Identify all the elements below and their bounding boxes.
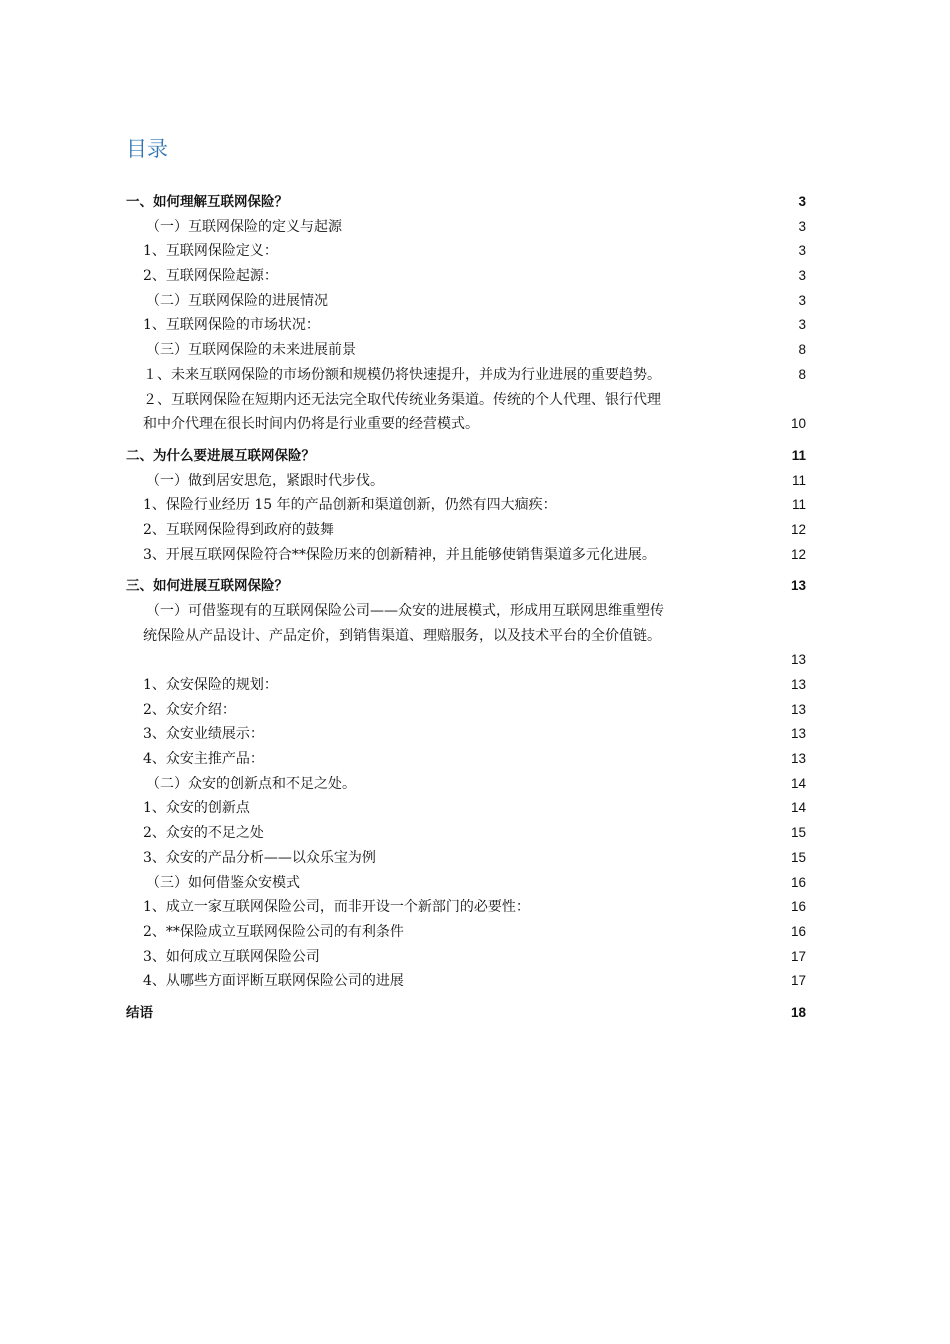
toc-entry-text: 4、从哪些方面评断互联网保险公司的进展 [143,973,404,990]
toc-entry[interactable] [126,574,806,599]
toc-entry[interactable] [126,772,806,797]
toc-entry[interactable] [126,289,806,314]
toc-entry-text: 3、众安业绩展示： [143,726,264,743]
toc-entry-text: 1、众安的创新点 [143,800,250,817]
toc-entry[interactable] [126,747,806,772]
toc-page-number: 13 [790,751,806,767]
toc-page-number: 17 [790,948,806,964]
toc-entry[interactable] [126,871,806,896]
toc-page-number: 13 [790,701,806,717]
toc-entry[interactable] [126,239,806,264]
toc-page-number: 16 [790,923,806,939]
toc-entry[interactable] [126,969,806,994]
toc-page-number: 3 [798,292,806,308]
toc-page-number: 13 [790,726,806,742]
toc-entry[interactable] [126,363,806,388]
toc-entry-text: 1、保险行业经历 15 年的产品创新和渠道创新，仍然有四大痼疾： [143,497,557,514]
toc-entry-text: （三）互联网保险的未来进展前景 [146,342,356,359]
toc-entry[interactable] [126,895,806,920]
toc-entry-multiline[interactable] [126,388,806,437]
toc-entry-text: （三）如何借鉴众安模式 [146,874,300,891]
toc-entry[interactable] [126,493,806,518]
toc-entry[interactable] [126,190,806,215]
toc-entry[interactable] [126,673,806,698]
toc-page-number: 15 [790,849,806,865]
toc-page-number: 11 [791,472,806,488]
toc-entry-text: （二）互联网保险的进展情况 [146,292,328,309]
toc-page-number: 3 [798,218,806,234]
toc-page-number: 14 [790,800,806,816]
toc-page-number: 3 [798,268,806,284]
toc-entry[interactable] [126,1001,806,1026]
toc-entry-text: 3、如何成立互联网保险公司 [143,948,320,965]
toc-entry[interactable] [126,444,806,469]
toc-page-number: 17 [790,973,806,989]
toc-entry[interactable] [126,722,806,747]
toc-entry-text: 1、互联网保险的市场状况： [143,317,320,334]
toc-entry[interactable] [126,518,806,543]
toc-page-number: 12 [790,521,806,537]
toc-entry-text: 二、为什么要进展互联网保险？ [126,447,315,464]
toc-entry[interactable] [126,313,806,338]
toc-page-number: 18 [790,1004,806,1020]
toc-page-number: 8 [798,342,806,358]
toc-entry-text: （一）互联网保险的定义与起源 [146,218,342,235]
toc-page-number: 10 [790,416,806,432]
toc-entry-text: 三、如何进展互联网保险？ [126,578,288,595]
toc-entry-text: （一）做到居安思危，紧跟时代步伐。 [146,472,384,489]
toc-page-number: 11 [791,497,806,513]
toc-entry[interactable] [126,264,806,289]
toc-entry-text: １、未来互联网保险的市场份额和规模仍将快速提升，并成为行业进展的重要趋势。 [143,366,661,383]
toc-page [126,134,806,1026]
toc-entry[interactable] [126,698,806,723]
toc-entry[interactable] [126,945,806,970]
toc-page-number: 15 [790,825,806,841]
toc-entry-text: 2、众安介绍： [143,701,236,718]
toc-entry-text: 和中介代理在很长时间内仍将是行业重要的经营模式。 [143,416,479,433]
toc-entry-text: 1、互联网保险定义： [143,243,278,260]
toc-entry-text: 统保险从产品设计、产品定价，到销售渠道、理赔服务，以及技术平台的全价值链。 [143,627,661,644]
toc-entry-text: 4、众安主推产品： [143,751,264,768]
toc-entry[interactable] [126,338,806,363]
toc-entry-multiline[interactable] [126,599,806,673]
toc-entry[interactable] [126,846,806,871]
toc-title: 目录 [126,137,168,161]
toc-page-number: 13 [790,677,806,693]
toc-entry[interactable] [126,469,806,494]
toc-entry-text: 一、如何理解互联网保险？ [126,193,288,210]
toc-entry[interactable] [126,215,806,240]
toc-page-number: 14 [790,775,806,791]
toc-entry-text: 2、互联网保险起源： [143,268,278,285]
toc-page-number: 3 [798,193,806,209]
toc-page-number: 13 [790,578,806,594]
toc-entry-text: 3、众安的产品分析——以众乐宝为例 [143,849,376,866]
toc-entry-text: 2、互联网保险得到政府的鼓舞 [143,521,334,538]
toc-entry-text: 2、众安的不足之处 [143,825,264,842]
toc-entry[interactable] [126,920,806,945]
toc-entry[interactable] [126,543,806,568]
toc-page-number: 11 [791,447,806,463]
toc-page-number: 12 [790,546,806,562]
toc-entry-text: 结语 [126,1004,153,1021]
toc-entry[interactable] [126,821,806,846]
toc-entry-text: ２、互联网保险在短期内还无法完全取代传统业务渠道。传统的个人代理、银行代理 [143,391,661,408]
toc-page-number: 13 [790,652,806,668]
toc-page-number: 16 [790,874,806,890]
toc-entry-text: （二）众安的创新点和不足之处。 [146,775,356,792]
toc-page-number: 3 [798,243,806,259]
toc-entry[interactable] [126,797,806,822]
toc-page-number: 16 [790,899,806,915]
toc-entry-text: 2、**保险成立互联网保险公司的有利条件 [143,923,404,940]
toc-entry-text: 1、成立一家互联网保险公司，而非开设一个新部门的必要性： [143,899,530,916]
toc-entry-text: （一）可借鉴现有的互联网保险公司——众安的进展模式，形成用互联网思维重塑传 [146,603,664,619]
toc-page-number: 3 [798,317,806,333]
toc-entry-text: 3、开展互联网保险符合**保险历来的创新精神，并且能够使销售渠道多元化进展。 [143,546,656,563]
toc-list [126,190,806,1026]
toc-page-number: 8 [798,366,806,382]
toc-entry-text: 1、众安保险的规划： [143,677,278,694]
